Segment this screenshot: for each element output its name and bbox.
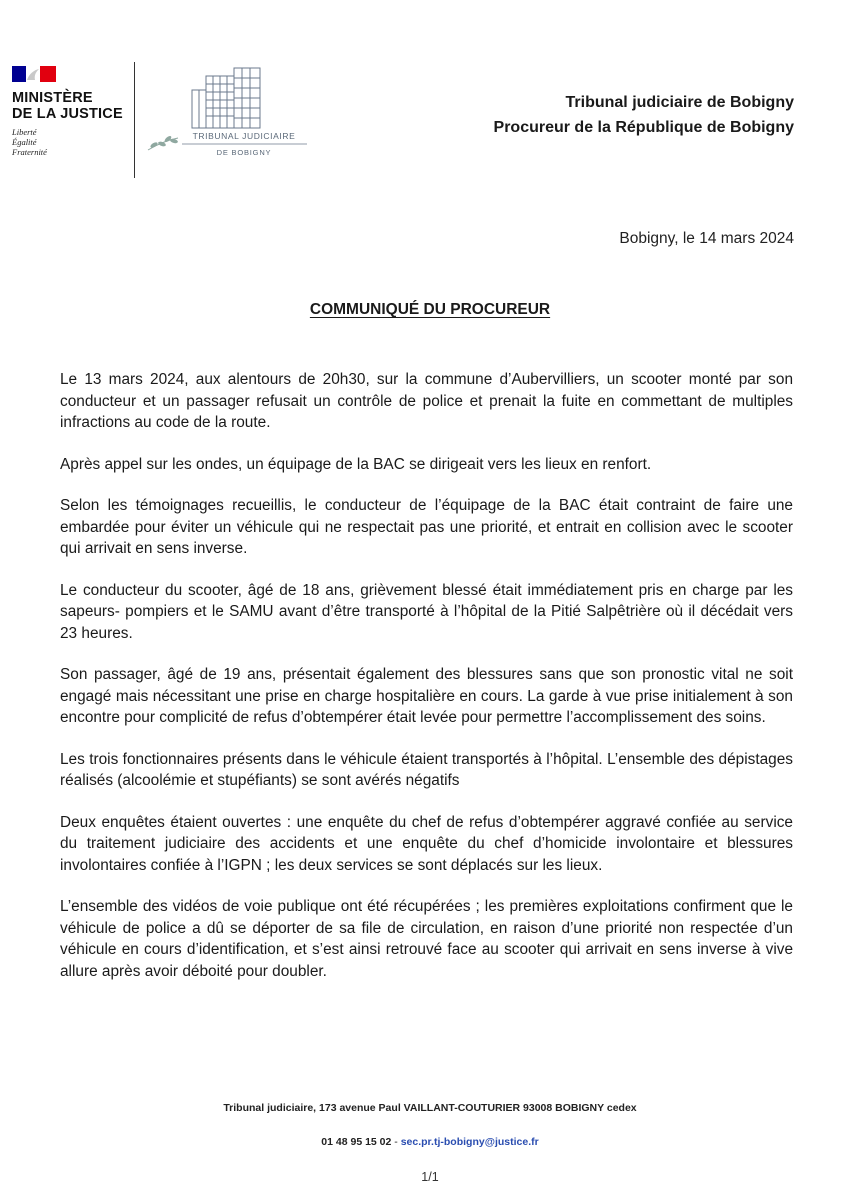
page-title bbox=[0, 301, 860, 319]
ministry-line-1: MINISTÈRE bbox=[12, 90, 93, 106]
footer-contact bbox=[0, 1136, 860, 1148]
logo-divider bbox=[134, 62, 135, 178]
courthouse-building-icon bbox=[192, 68, 260, 128]
paragraph: Selon les témoignages recueillis, le conducteur de l’équipage de la BAC était contraint de faire une embardée pour éviter un véhicule qui ne respectait pas une priorité, et entrait en collision avec le scooter qui arrivait en sens inverse. bbox=[60, 497, 793, 557]
title-text: COMMUNIQUÉ DU PROCUREUR bbox=[309, 301, 551, 318]
marianne-flag-icon bbox=[12, 66, 56, 82]
tribunal-logo bbox=[142, 66, 312, 166]
email-link[interactable]: sec.pr.tj-bobigny@justice.fr bbox=[400, 1136, 539, 1148]
paragraph: Son passager, âgé de 19 ans, présentait également des blessures sans que son pronostic vital ne soit engagé mais nécessitant une prise en charge hospitalière en cours. La garde à vue prise initialement à son encontre pour complicité de refus d’obtempérer était levée pour permettre l’accomplissement des soins. bbox=[60, 666, 793, 726]
document-body bbox=[60, 369, 793, 1002]
paragraph: Deux enquêtes étaient ouvertes : une enquête du chef de refus d’obtempérer aggravé confiée au service du traitement judiciaire des accidents et une enquête du chef d’homicide involontaire et blessures involontaires confiée à l’IGPN ; les deux services se sont déplacés sur les lieux. bbox=[60, 813, 793, 874]
paragraph: Le conducteur du scooter, âgé de 18 ans, grièvement blessé était immédiatement pris en charge par les sapeurs- pompiers et le SAMU avant d’être transporté à l’hôpital de la Pitié Salpêtrière où il décédait vers 23 heures. bbox=[60, 581, 793, 642]
motto-egalite: Égalité bbox=[12, 137, 37, 147]
paragraph: L’ensemble des vidéos de voie publique ont été récupérées ; les premières exploitations confirment que le véhicule de police a dû se déporter de sa file de circulation, en raison d’une priorité non respectée d’un véhicule en cours d’identification, et s’est ainsi retrouvé face au scooter qui arrivait en sens inverse à vive allure après avoir déboité pour doubler. bbox=[60, 898, 793, 980]
phone-number: 01 48 95 15 02 bbox=[321, 1136, 392, 1148]
olive-branch-icon bbox=[148, 135, 178, 150]
tribunal-logo-line-2: DE BOBIGNY bbox=[216, 148, 272, 157]
court-header bbox=[494, 90, 794, 140]
republic-motto bbox=[12, 127, 47, 157]
court-name: Tribunal judiciaire de Bobigny bbox=[565, 94, 794, 111]
motto-liberte: Liberté bbox=[12, 127, 37, 137]
ministry-name bbox=[12, 90, 123, 122]
document-date: Bobigny, le 14 mars 2024 bbox=[619, 230, 794, 247]
motto-fraternite: Fraternité bbox=[12, 147, 47, 157]
ministry-line-2: DE LA JUSTICE bbox=[12, 106, 123, 122]
paragraph: Après appel sur les ondes, un équipage de la BAC se dirigeait vers les lieux en renfort. bbox=[60, 455, 652, 473]
paragraph: Le 13 mars 2024, aux alentours de 20h30, sur la commune d’Aubervilliers, un scooter monté par son conducteur et un passager refusait un contrôle de police et prenait la fuite en commettant de multiples infractions au code de la route. bbox=[60, 371, 793, 431]
page-number: 1/1 bbox=[421, 1170, 439, 1184]
footer-address: Tribunal judiciaire, 173 avenue Paul VAILLANT-COUTURIER 93008 BOBIGNY cedex bbox=[223, 1102, 637, 1114]
tribunal-logo-line-1: TRIBUNAL JUDICIAIRE bbox=[192, 131, 296, 141]
prosecutor-name: Procureur de la République de Bobigny bbox=[493, 119, 794, 136]
contact-separator: - bbox=[391, 1136, 401, 1148]
paragraph: Les trois fonctionnaires présents dans le véhicule étaient transportés à l’hôpital. L’ensemble des dépistages réalisés (alcoolémie et stupéfiants) se sont avérés négatifs bbox=[60, 750, 793, 789]
